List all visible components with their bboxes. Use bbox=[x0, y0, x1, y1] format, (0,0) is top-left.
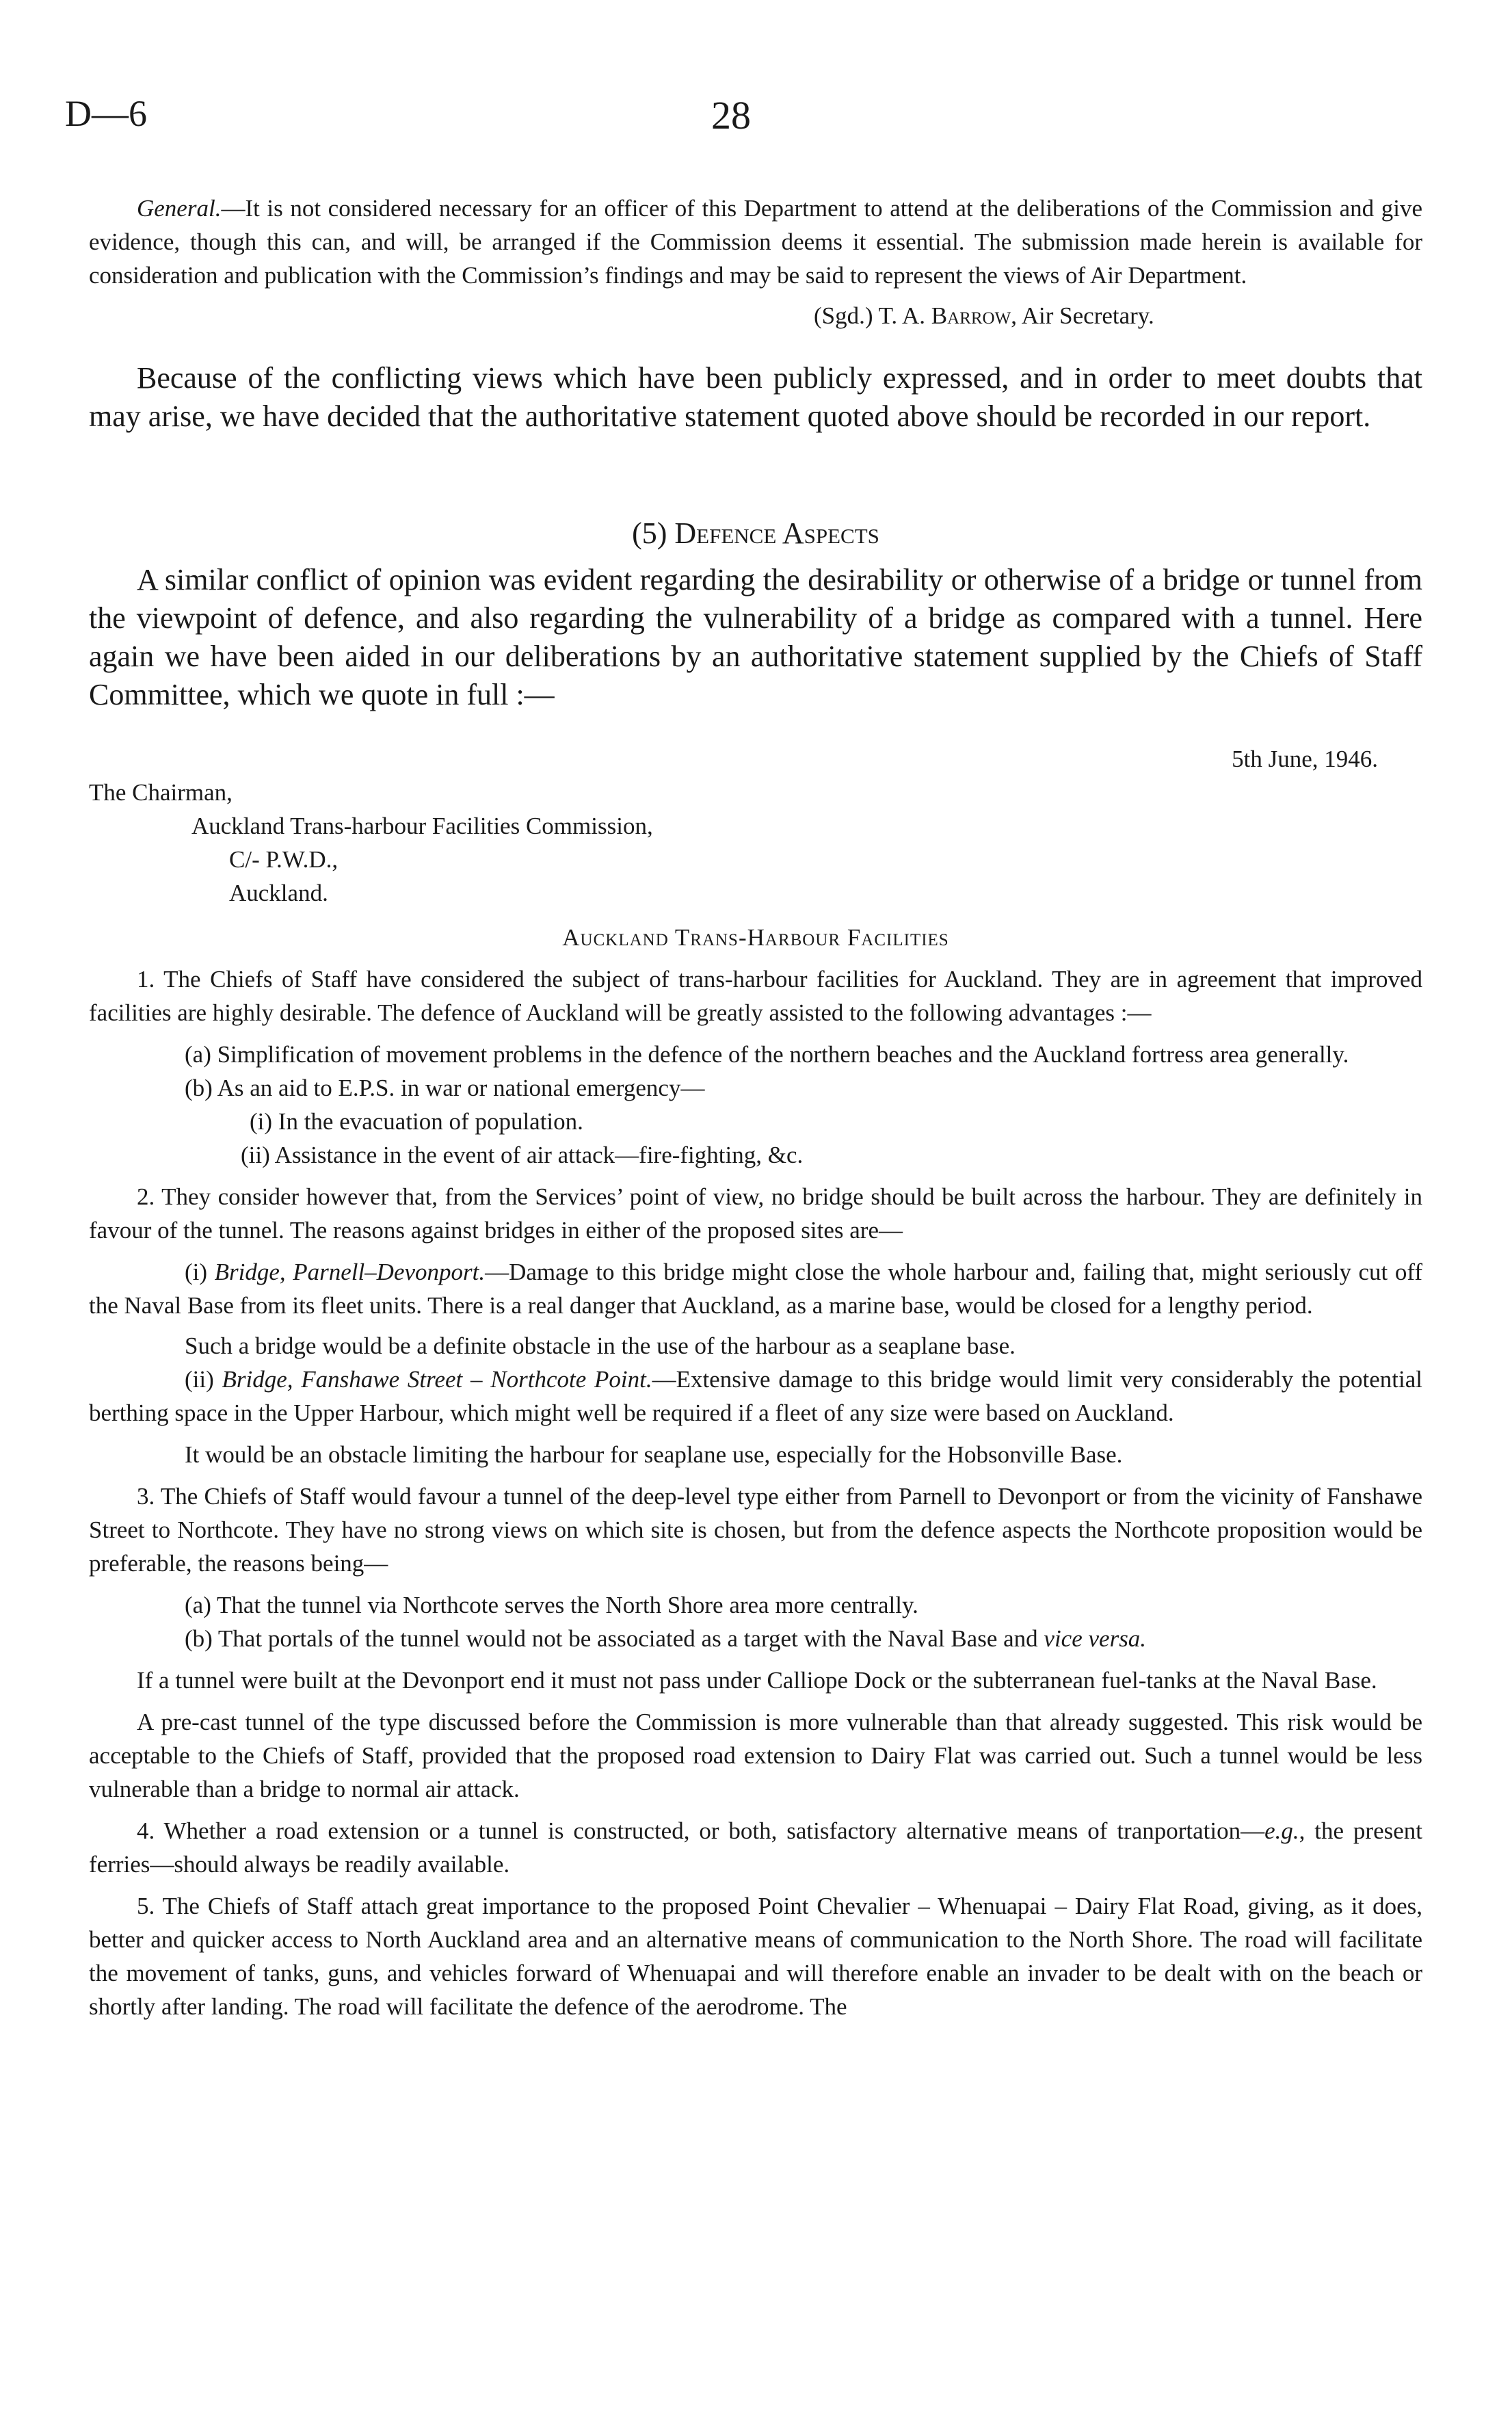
letter-address-line: The Chairman, bbox=[89, 779, 233, 806]
report-para-1-block bbox=[89, 359, 1422, 436]
letter-item-2i: (i) Bridge, Parnell–Devonport.—Damage to this bridge might close the whole harbour and, failing that, might seriously cut off the Naval Base from its fleet units. There is a real danger that Auckland, as a marine base, would be closed for a lengthy period. bbox=[89, 1259, 1423, 1319]
letter-item-2ii: (ii) Bridge, Fanshawe Street – Northcote Point.—Extensive damage to this bridge would limit very considerably the potential berthing space in the Upper Harbour, which might well be required if a fleet of any size were based on Auckland. bbox=[89, 1366, 1423, 1426]
letter-item-3b: (b) That portals of the tunnel would not be associated as a target with the Naval Base and vice versa. bbox=[185, 1625, 1147, 1652]
letter-item-2ii-note: It would be an obstacle limiting the harbour for seaplane use, especially for the Hobsonville Base. bbox=[185, 1441, 1123, 1468]
air-letter-block bbox=[89, 192, 1422, 332]
letter-item-2i-note: Such a bridge would be a definite obstacle in the use of the harbour as a seaplane base. bbox=[185, 1332, 1016, 1359]
letter-paragraph-1: 1. The Chiefs of Staff have considered the subject of trans-harbour facilities for Auckland. They are in agreement that improved facilities are highly desirable. The defence of Auckland will be greatly assisted to the following advantages :— bbox=[89, 966, 1422, 1026]
letter-item-b: (b) As an aid to E.P.S. in war or national emergency— bbox=[185, 1075, 705, 1101]
letter-paragraph-3c: If a tunnel were built at the Devonport end it must not pass under Calliope Dock or the subterranean fuel-tanks at the Naval Base. bbox=[137, 1667, 1377, 1694]
report-paragraph: Because of the conflicting views which have been publicly expressed, and in order to meet doubts that may arise, we have decided that the authoritative statement quoted above should be recorded in our report. bbox=[89, 361, 1422, 433]
letter-item-3a: (a) That the tunnel via Northcote serves the North Shore area more centrally. bbox=[185, 1592, 918, 1618]
letter-paragraph-3d: A pre-cast tunnel of the type discussed before the Commission is more vulnerable than that already suggested. This risk would be acceptable to the Chiefs of Staff, provided that the proposed road extension to Dairy Flat was carried out. Such a tunnel would be less vulnerable than a bridge to normal air attack. bbox=[89, 1709, 1422, 1802]
air-letter-lead: General. bbox=[137, 195, 222, 222]
letter-subitem-i: (i) In the evacuation of population. bbox=[250, 1108, 583, 1135]
air-letter-signature: (Sgd.) T. A. Barrow, Air Secretary. bbox=[814, 302, 1154, 329]
letter-item-a: (a) Simplification of movement problems in the defence of the northern beaches and the Auckland fortress area generally. bbox=[185, 1041, 1349, 1068]
report-para-2-block bbox=[89, 561, 1422, 714]
letter-address-line: C/- P.W.D., bbox=[229, 846, 339, 873]
letter-paragraph-2: 2. They consider however that, from the Services’ point of view, no bridge should be built across the harbour. They are definitely in favour of the tunnel. The reasons against bridges in either of the proposed sites are— bbox=[89, 1183, 1422, 1244]
quoted-letter bbox=[89, 742, 1422, 2023]
letter-subitem-ii: (ii) Assistance in the event of air attack—fire-fighting, &c. bbox=[241, 1142, 804, 1168]
series-code: D—6 bbox=[65, 93, 147, 134]
letter-paragraph-5: 5. The Chiefs of Staff attach great importance to the proposed Point Chevalier – Whenuapai – Dairy Flat Road, giving, as it does, better and quicker access to North Auckland area and an alternative means of communication to the North Shore. The road will facilitate the movement of tanks, guns, and vehicles forward of Whenuapai and will therefore enable an invader to be dealt with on the beach or shortly after landing. The road will facilitate the defence of the aerodrome. The bbox=[89, 1893, 1422, 2020]
air-letter-paragraph: General.—It is not considered necessary for an officer of this Department to attend at the deliberations of the Commission and give evidence, though this can, and will, be arranged if the Commission deems it essential. The submission made herein is available for consideration and publication with the Commission’s findings and may be said to represent the views of Air Department. bbox=[89, 195, 1422, 289]
letter-title: Auckland Trans-Harbour Facilities bbox=[562, 924, 949, 951]
letter-address-line: Auckland Trans-harbour Facilities Commission, bbox=[191, 813, 653, 839]
section-heading-block bbox=[89, 514, 1422, 553]
letter-paragraph-4: 4. Whether a road extension or a tunnel is constructed, or both, satisfactory alternative means of tranportation—e.g., the present ferries—should always be readily available. bbox=[89, 1817, 1422, 1878]
page-number: 28 bbox=[711, 93, 751, 137]
letter-date: 5th June, 1946. bbox=[1232, 746, 1378, 772]
report-paragraph: A similar conflict of opinion was evident regarding the desirability or otherwise of a bridge or tunnel from the viewpoint of defence, and also regarding the vulnerability of a bridge as compared with a tunnel. Here again we have been aided in our deliberations by an authoritative statement supplied by the Chiefs of Staff Committee, which we quote in full :— bbox=[89, 563, 1422, 711]
letter-paragraph-3: 3. The Chiefs of Staff would favour a tunnel of the deep-level type either from Parnell to Devonport or from the vicinity of Fanshawe Street to Northcote. They have no strong views on which site is chosen, but from the defence aspects the Northcote proposition would be preferable, the reasons being— bbox=[89, 1483, 1422, 1577]
section-heading: (5) Defence Aspects bbox=[632, 516, 879, 550]
letter-address-line: Auckland. bbox=[229, 880, 328, 906]
